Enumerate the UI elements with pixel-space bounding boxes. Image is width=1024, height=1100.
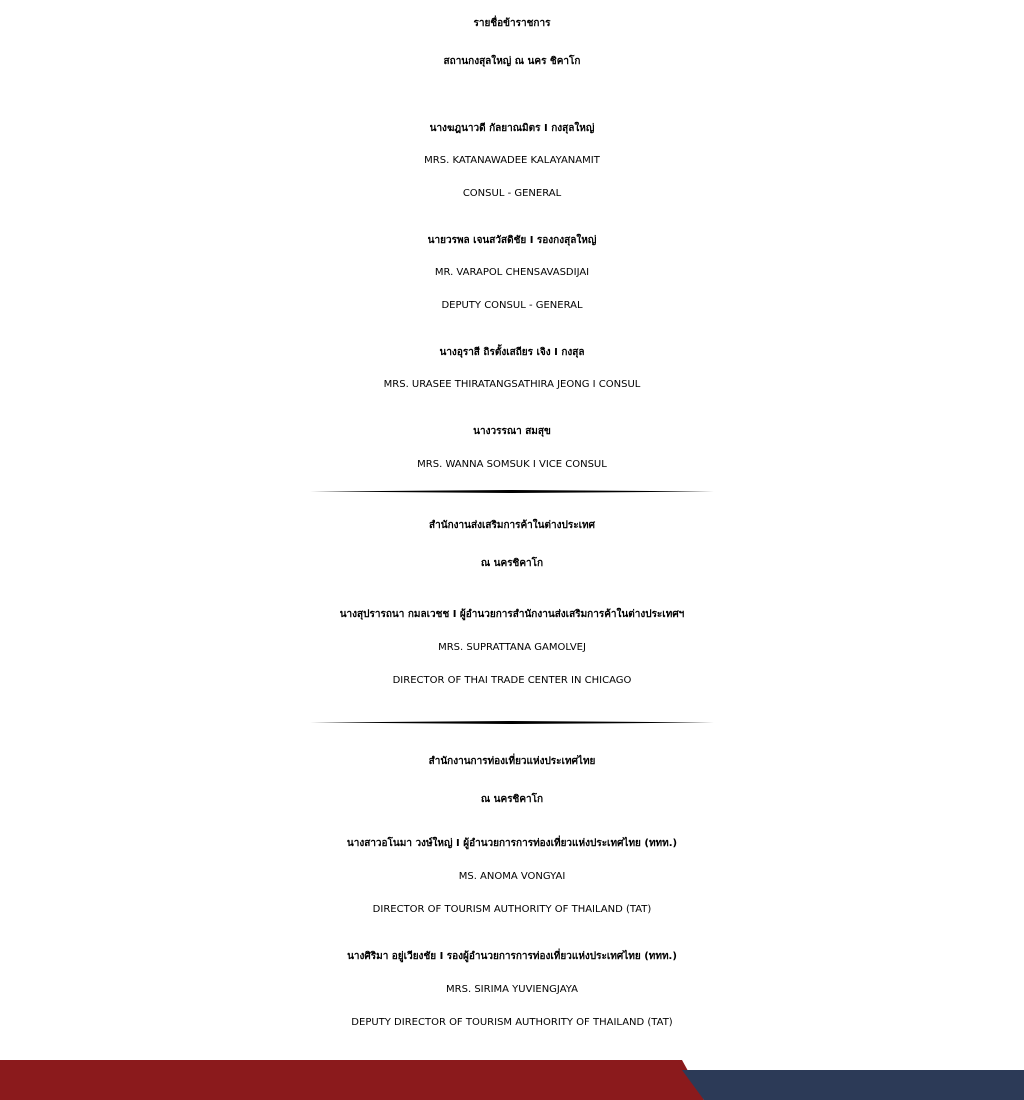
tourism-office-location: ณ นครชิคาโก [480, 794, 544, 805]
official-english-title: DEPUTY DIRECTOR OF TOURISM AUTHORITY OF THAILAND (TAT) [351, 1017, 673, 1028]
section-divider [310, 490, 714, 493]
trade-office-heading: สำนักงานส่งเสริมการค้าในต่างประเทศ [429, 520, 595, 531]
official-english-name: MRS. SUPRATTANA GAMOLVEJ [438, 642, 586, 653]
official-thai-name: นางศิริมา อยู่เวียงชัย I รองผู้อำนวยการการท่องเที่ยวแห่งประเทศไทย (ททท.) [347, 951, 677, 962]
official-english-name: MS. ANOMA VONGYAI [458, 871, 566, 882]
trade-office-location: ณ นครชิคาโก [480, 558, 544, 569]
section-divider [310, 721, 714, 724]
official-english-title: DEPUTY CONSUL - GENERAL [441, 300, 583, 311]
official-thai-name: นางสุปรารถนา กมลเวชช I ผู้อำนวยการสำนักงานส่งเสริมการค้าในต่างประเทศฯ [339, 609, 685, 620]
official-english-title: DIRECTOR OF THAI TRADE CENTER IN CHICAGO [392, 675, 632, 686]
official-english-name: MR. VARAPOL CHENSAVASDIJAI [434, 267, 590, 278]
footer-red-band [0, 1060, 704, 1100]
official-thai-name: นางวรรณา สมสุข [473, 426, 551, 437]
footer-color-band [0, 1060, 1024, 1100]
official-thai-name: นางฆฎนาวดี กัลยาณมิตร I กงสุลใหญ่ [429, 123, 595, 134]
official-english-name: MRS. KATANAWADEE KALAYANAMIT [424, 155, 600, 166]
official-thai-name: นายวรพล เจนสวัสดิชัย I รองกงสุลใหญ่ [427, 235, 597, 246]
official-thai-name: นางอุราสี ถิรตั้งเสถียร เจิง I กงสุล [439, 347, 585, 358]
official-english-name: MRS. WANNA SOMSUK I VICE CONSUL [417, 459, 607, 470]
official-english-name: MRS. SIRIMA YUVIENGJAYA [446, 984, 578, 995]
document-subtitle: สถานกงสุลใหญ่ ณ นคร ชิคาโก [443, 56, 581, 67]
official-english-name: MRS. URASEE THIRATANGSATHIRA JEONG I CONSUL [383, 379, 641, 390]
footer-navy-band [682, 1070, 1024, 1100]
tourism-office-heading: สำนักงานการท่องเที่ยวแห่งประเทศไทย [428, 756, 596, 767]
official-english-title: CONSUL - GENERAL [462, 188, 562, 199]
official-english-title: DIRECTOR OF TOURISM AUTHORITY OF THAILAND (TAT) [372, 904, 652, 915]
official-thai-name: นางสาวอโนมา วงษ์ใหญ่ I ผู้อำนวยการการท่องเที่ยวแห่งประเทศไทย (ททท.) [346, 838, 678, 849]
document-title: รายชื่อข้าราชการ [473, 18, 551, 29]
